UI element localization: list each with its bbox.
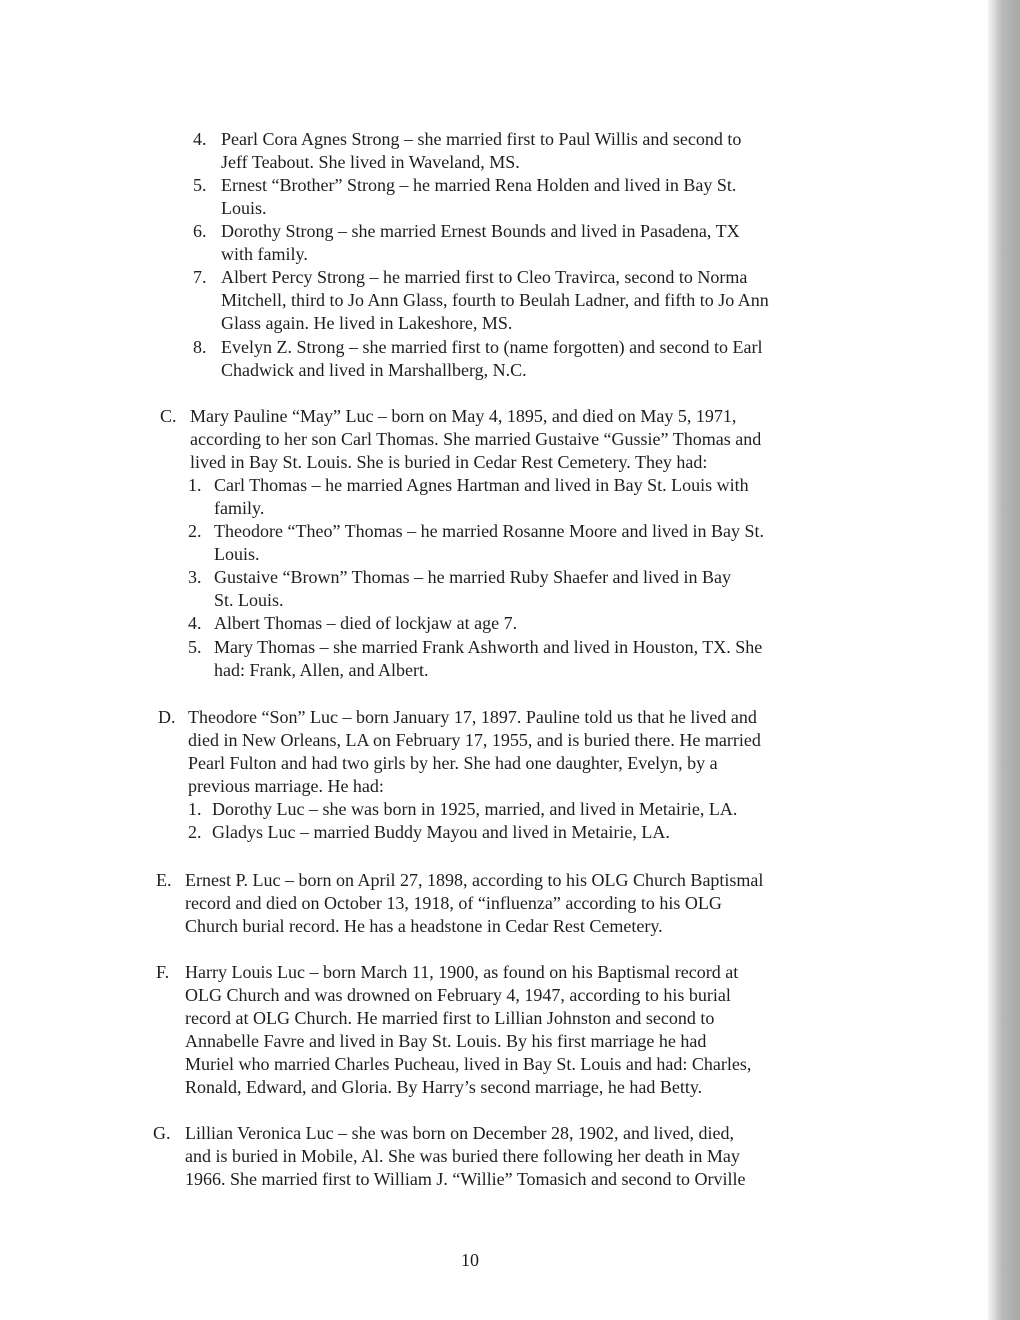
list-item: 1. Dorothy Luc – she was born in 1925, married, and lived in Metairie, LA. <box>188 799 738 819</box>
section-letter: C. <box>160 406 177 426</box>
item-number: 5. <box>188 637 202 657</box>
list-item: 8. Evelyn Z. Strong – she married first to (name forgotten) and second to Earl Chadwick and lived in Marshallberg, N.C. <box>193 337 763 380</box>
list-item: 2. Gladys Luc – married Buddy Mayou and lived in Metairie, LA. <box>188 822 670 842</box>
section-c: C. Mary Pauline “May” Luc – born on May 4, 1895, and died on May 5, 1971, according to her son Carl Thomas. She married Gustaive “Gussie” Thomas and lived in Bay St. Louis. She is buried in Cedar Rest Cemetery. They had: <box>160 406 762 472</box>
item-number: 2. <box>188 521 202 541</box>
list-item: 4. Albert Thomas – died of lockjaw at age 7. <box>188 613 518 633</box>
section-letter: D. <box>158 707 176 727</box>
list-item: 4. Pearl Cora Agnes Strong – she married first to Paul Willis and second to Jeff Teabout. She lived in Waveland, MS. <box>193 129 742 172</box>
item-number: 6. <box>193 221 207 241</box>
item-number: 2. <box>188 822 202 842</box>
item-number: 1. <box>188 475 202 495</box>
item-number: 3. <box>188 567 202 587</box>
section-f: F. Harry Louis Luc – born March 11, 1900, as found on his Baptismal record at OLG Church and was drowned on February 4, 1947, according to his burial record at OLG Church. He married first to Lillian Johnston and second to Annabelle Favre and lived in Bay St. Louis. By his first marriage he had Muriel who married Charles Pucheau, lived in Bay St. Louis and had: Charles, Ronald, Edward, and Gloria. By Harry’s second marriage, he had Betty. <box>156 962 752 1097</box>
list-item: 5. Ernest “Brother” Strong – he married Rena Holden and lived in Bay St. Louis. <box>193 175 737 218</box>
section-d: D. Theodore “Son” Luc – born January 17, 1897. Pauline told us that he lived and died in New Orleans, LA on February 17, 1955, and is buried there. He married Pearl Fulton and had two girls by her. She had one daughter, Evelyn, by a previous marriage. He had: <box>158 707 761 796</box>
section-g: G. Lillian Veronica Luc – she was born on December 28, 1902, and lived, died, and is buried in Mobile, Al. She was buried there following her death in May 1966. She married first to William J. “Willie” Tomasich and second to Orville <box>153 1123 746 1189</box>
scan-edge-shadow <box>988 0 1020 1320</box>
item-number: 1. <box>188 799 202 819</box>
item-number: 8. <box>193 337 207 357</box>
section-letter: G. <box>153 1123 171 1143</box>
section-e: E. Ernest P. Luc – born on April 27, 1898, according to his OLG Church Baptismal record and died on October 13, 1918, of “influenza” according to his OLG Church burial record. He has a headstone in Cedar Rest Cemetery. <box>156 870 764 936</box>
list-item: 1. Carl Thomas – he married Agnes Hartman and lived in Bay St. Louis with family. <box>188 475 749 518</box>
item-number: 4. <box>193 129 207 149</box>
list-item: 7. Albert Percy Strong – he married first to Cleo Travirca, second to Norma Mitchell, third to Jo Ann Glass, fourth to Beulah Ladner, and fifth to Jo Ann Glass again. He lived in Lakeshore, MS. <box>193 267 769 333</box>
list-item: 5. Mary Thomas – she married Frank Ashworth and lived in Houston, TX. She had: Frank, Allen, and Albert. <box>188 637 763 680</box>
page-number: 10 <box>461 1250 479 1270</box>
list-item: 6. Dorothy Strong – she married Ernest Bounds and lived in Pasadena, TX with family. <box>193 221 740 264</box>
section-letter: E. <box>156 870 172 890</box>
item-number: 5. <box>193 175 207 195</box>
list-item: 3. Gustaive “Brown” Thomas – he married Ruby Shaefer and lived in Bay St. Louis. <box>188 567 732 610</box>
item-number: 4. <box>188 613 202 633</box>
item-number: 7. <box>193 267 207 287</box>
list-item: 2. Theodore “Theo” Thomas – he married Rosanne Moore and lived in Bay St. Louis. <box>188 521 765 564</box>
section-letter: F. <box>156 962 170 982</box>
